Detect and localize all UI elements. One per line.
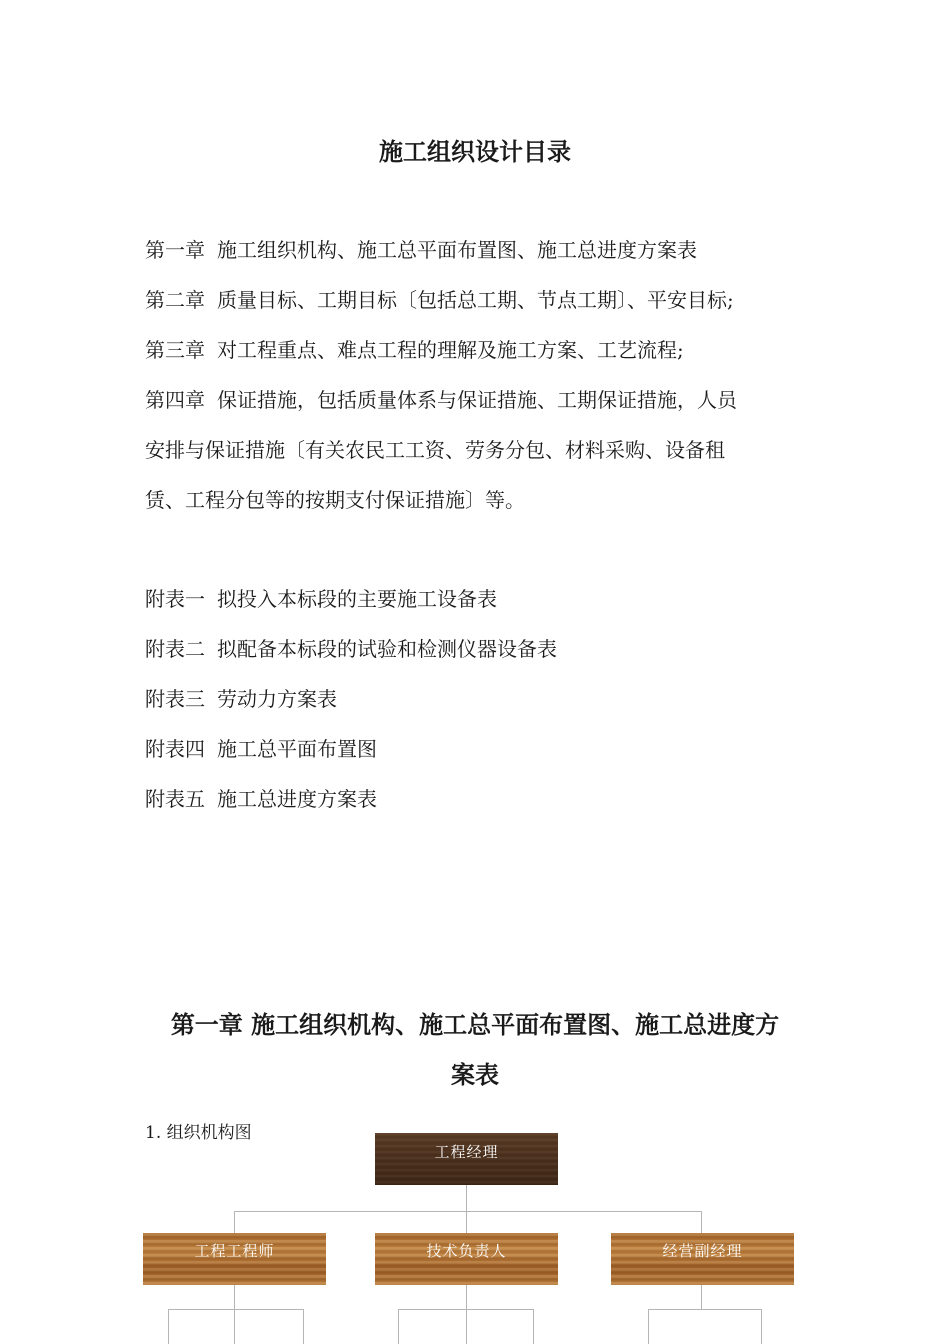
toc-chapter-number: 第三章 [145, 338, 205, 362]
toc-appendix-text: 拟配备本标段的试验和检测仪器设备表 [217, 637, 557, 661]
toc-chapter-4-continued: 赁、工程分包等的按期支付保证措施〕等。 [145, 488, 525, 512]
toc-appendix-number: 附表二 [145, 637, 205, 661]
chapter-1-title-line-2: 案表 [451, 1060, 499, 1089]
toc-appendix-number: 附表四 [145, 737, 205, 761]
org-connector [466, 1211, 467, 1233]
toc-chapter-text: 施工组织机构、施工总平面布置图、施工总进度方案表 [217, 238, 697, 262]
toc-appendix-text: 施工总平面布置图 [217, 737, 377, 761]
toc-appendix-1 [145, 584, 825, 614]
org-connector [234, 1211, 702, 1212]
toc-appendix-number: 附表五 [145, 787, 205, 811]
org-connector [234, 1211, 235, 1233]
toc-chapter-number: 第四章 [145, 388, 205, 412]
chapter-1-title-line-1: 第一章 施工组织机构、施工总平面布置图、施工总进度方 [170, 1010, 780, 1039]
toc-chapter-1 [145, 235, 825, 265]
toc-title: 施工组织设计目录 [379, 137, 571, 166]
toc-chapter-number: 第二章 [145, 288, 205, 312]
org-connector [701, 1285, 702, 1309]
org-sub-branch [648, 1309, 762, 1344]
toc-chapter-2 [145, 285, 825, 315]
toc-chapter-4-continued: 安排与保证措施〔有关农民工工资、劳务分包、材料采购、设备租 [145, 438, 725, 462]
toc-chapter-number: 第一章 [145, 238, 205, 262]
toc-chapter-3 [145, 335, 825, 365]
section-label-org-chart: 1. 组织机构图 [145, 1123, 252, 1143]
toc-appendix-3 [145, 684, 825, 714]
org-node-technical-lead: 技术负责人 [375, 1233, 558, 1285]
toc-chapter-text: 对工程重点、难点工程的理解及施工方案、工艺流程; [217, 338, 684, 362]
toc-appendix-5 [145, 784, 825, 814]
toc-appendix-text: 劳动力方案表 [217, 687, 337, 711]
org-connector [466, 1285, 467, 1309]
toc-chapter-text: 保证措施，包括质量体系与保证措施、工期保证措施，人员 [217, 388, 737, 412]
org-connector [466, 1309, 467, 1344]
org-connector [701, 1211, 702, 1233]
toc-appendix-text: 施工总进度方案表 [217, 787, 377, 811]
org-sub-branch [168, 1309, 304, 1344]
toc-appendix-number: 附表一 [145, 587, 205, 611]
org-node-project-manager: 工程经理 [375, 1133, 558, 1185]
toc-appendix-text: 拟投入本标段的主要施工设备表 [217, 587, 497, 611]
toc-appendix-number: 附表三 [145, 687, 205, 711]
toc-chapter-text: 质量目标、工期目标〔包括总工期、节点工期〕、平安目标; [217, 288, 734, 312]
chapter-1-title [130, 1000, 820, 1100]
org-connector [234, 1309, 235, 1344]
toc-appendix-2 [145, 634, 825, 664]
toc-appendix-4 [145, 734, 825, 764]
org-connector [466, 1185, 467, 1211]
org-connector [234, 1285, 235, 1309]
toc-chapter-4 [145, 385, 825, 415]
org-node-business-deputy-manager: 经营副经理 [611, 1233, 794, 1285]
org-node-project-engineer: 工程工程师 [143, 1233, 326, 1285]
